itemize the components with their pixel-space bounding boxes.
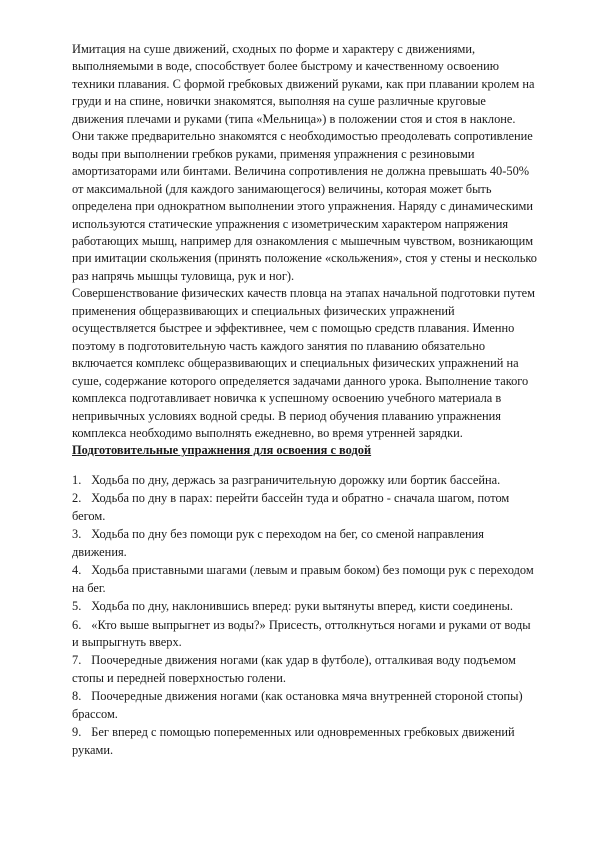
list-item-number: 2. xyxy=(72,491,82,506)
list-item-text: Поочередные движения ногами (как удар в футболе), отталкивая воду подъемом стопы и передней поверхностью голени. xyxy=(72,653,516,685)
list-item xyxy=(72,688,539,723)
list-item-text: Ходьба приставными шагами (левым и правым боком) без помощи рук с переходом на бег. xyxy=(72,563,534,595)
list-item-text: Ходьба по дну без помощи рук с переходом на бег, со сменой направления движения. xyxy=(72,527,484,559)
list-item-text: «Кто выше выпрыгнет из воды?» Присесть, оттолкнуться ногами и руками от воды и выпрыгнуть вверх. xyxy=(72,617,531,649)
paragraph-imitation: Имитация на суше движений, сходных по форме и характеру с движениями, выполняемыми в воде, способствует более быстрому и качественному освоению техники плавания. С формой гребковых движений руками, как при плавании кролем на груди и на спине, новички знакомятся, выполняя на суше различные круговые движения плечами и руками (типа «Мельница») в положении стоя и стоя в наклоне. Они также предварительно знакомятся с необходимостью преодолевать сопротивление воды при выполнении гребков руками, применяя упражнения с резиновыми амортизаторами или бинтами. Величина сопротивления не должна превышать 40-50% от максимальной (для каждого занимающегося) величины, которая может быть определена при однократном выполнении этого упражнения. Наряду с динамическими используются статические упражнения с изометрическим характером напряжения работающих мышц, например для ознакомления с мышечным чувством, возникающим при имитации скольжения (принять положение «скольжения», стоя у стены и несколько раз напрячь мышцы туловища, рук и ног). xyxy=(72,42,537,283)
list-item xyxy=(72,526,539,561)
list-item-number: 3. xyxy=(72,527,82,542)
list-item xyxy=(72,472,539,489)
list-item-text: Ходьба по дну, наклонившись вперед: руки вытянуты вперед, кисти соединены. xyxy=(91,599,513,614)
list-item-text: Ходьба по дну, держась за разграничительную дорожку или бортик бассейна. xyxy=(91,472,501,487)
list-item xyxy=(72,652,539,687)
document-page xyxy=(72,41,539,760)
list-item-text: Бег вперед с помощью попеременных или одновременных гребковых движений руками. xyxy=(72,725,515,757)
exercise-list xyxy=(72,472,539,759)
section-heading: Подготовительные упражнения для освоения с водой xyxy=(72,443,372,458)
list-item-number: 4. xyxy=(72,563,82,578)
list-item-number: 9. xyxy=(72,725,82,740)
list-item-number: 7. xyxy=(72,653,82,668)
list-item-number: 6. xyxy=(72,617,82,632)
list-item-number: 5. xyxy=(72,599,82,614)
list-item xyxy=(72,562,539,597)
list-item xyxy=(72,490,539,525)
list-item-number: 8. xyxy=(72,689,82,704)
list-item xyxy=(72,617,539,652)
list-item-number: 1. xyxy=(72,472,82,487)
list-item xyxy=(72,724,539,759)
list-item-text: Поочередные движения ногами (как остановка мяча внутренней стороной стопы) брассом. xyxy=(72,689,523,721)
list-item-text: Ходьба по дну в парах: перейти бассейн туда и обратно - сначала шагом, потом бегом. xyxy=(72,491,510,523)
paragraph-physical-qualities: Совершенствование физических качеств пловца на этапах начальной подготовки путем применения общеразвивающих и специальных физических упражнений осуществляется быстрее и эффективнее, чем с помощью средств плавания. Именно поэтому в подготовительную часть каждого занятия по плаванию обязательно включается комплекс общеразвивающих и специальных физических упражнений на суше, содержание которого определяется задачами данного урока. Выполнение такого комплекса подготавливает новичка к успешному освоению учебного материала в непривычных условиях водной среды. В период обучения плаванию упражнения комплекса необходимо выполнять ежедневно, во время утренней зарядки. xyxy=(72,286,535,440)
list-item xyxy=(72,598,539,615)
